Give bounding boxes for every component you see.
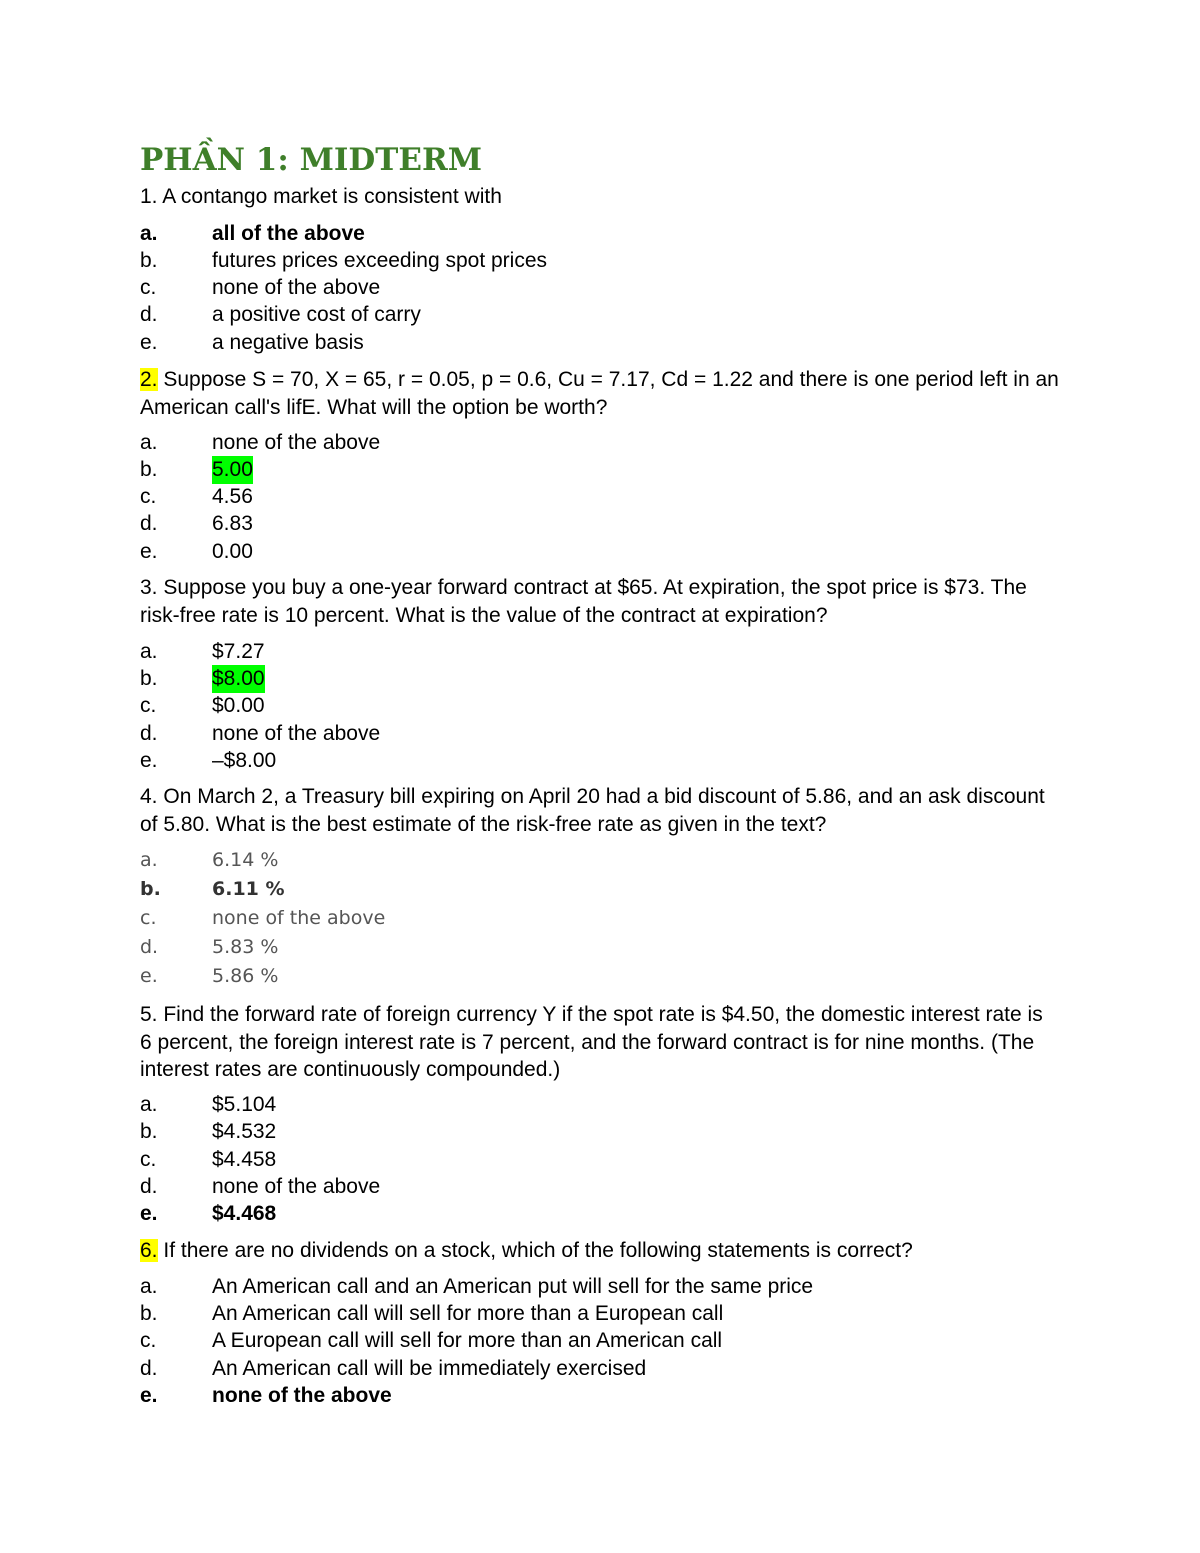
option-text: 5.00 bbox=[212, 456, 253, 484]
question-3 bbox=[140, 574, 1060, 629]
option-text: 6.14 % bbox=[212, 849, 279, 871]
option-5c bbox=[140, 1146, 1040, 1174]
option-2e bbox=[140, 538, 1040, 566]
question-1 bbox=[140, 183, 1060, 211]
option-letter: a. bbox=[140, 431, 158, 454]
option-4c bbox=[140, 904, 1040, 932]
option-5d bbox=[140, 1173, 1040, 1201]
option-text: –$8.00 bbox=[212, 749, 277, 772]
option-text: a positive cost of carry bbox=[212, 303, 421, 326]
option-text: $4.468 bbox=[212, 1202, 277, 1225]
option-text: futures prices exceeding spot prices bbox=[212, 249, 548, 272]
question-number: 2. bbox=[140, 368, 158, 391]
question-text: Suppose S = 70, X = 65, r = 0.05, p = 0.6, Cu = 7.17, Cd = 1.22 and there is one period left in an American call's lifE. What will the option be worth? bbox=[140, 368, 1059, 419]
option-letter: b. bbox=[140, 878, 161, 900]
question-4 bbox=[140, 783, 1060, 838]
question-2 bbox=[140, 366, 1060, 421]
question-text: Find the forward rate of foreign currency Y if the spot rate is $4.50, the domestic interest rate is 6 percent, the foreign interest rate is 7 percent, and the forward contract is for nine months. (The interest rates are continuously compounded.) bbox=[140, 1003, 1043, 1081]
question-5 bbox=[140, 1001, 1060, 1084]
option-1a bbox=[140, 220, 1040, 248]
question-number: 1. bbox=[140, 185, 158, 208]
option-letter: c. bbox=[140, 1329, 157, 1352]
option-letter: b. bbox=[140, 458, 158, 481]
question-number: 3. bbox=[140, 576, 158, 599]
option-text: none of the above bbox=[212, 431, 381, 454]
option-text: none of the above bbox=[212, 907, 386, 929]
option-4e bbox=[140, 962, 1040, 990]
option-letter: c. bbox=[140, 907, 157, 929]
option-text: 0.00 bbox=[212, 540, 253, 563]
option-letter: b. bbox=[140, 667, 158, 690]
option-letter: d. bbox=[140, 722, 158, 745]
option-letter: c. bbox=[140, 485, 157, 508]
option-letter: e. bbox=[140, 331, 158, 354]
option-1e bbox=[140, 329, 1040, 357]
question-text: Suppose you buy a one-year forward contract at $65. At expiration, the spot price is $73. The risk-free rate is 10 percent. What is the value of the contract at expiration? bbox=[140, 576, 1027, 627]
option-text: none of the above bbox=[212, 722, 381, 745]
option-text: none of the above bbox=[212, 276, 381, 299]
option-text: all of the above bbox=[212, 222, 365, 245]
option-text: $4.532 bbox=[212, 1120, 277, 1143]
option-2d bbox=[140, 510, 1040, 538]
option-1d bbox=[140, 301, 1040, 329]
option-text: none of the above bbox=[212, 1384, 392, 1407]
option-1c bbox=[140, 274, 1040, 302]
question-number: 6. bbox=[140, 1239, 158, 1262]
option-6d bbox=[140, 1355, 1040, 1383]
option-text: 6.83 bbox=[212, 512, 253, 535]
question-6 bbox=[140, 1237, 1060, 1265]
option-3e bbox=[140, 747, 1040, 775]
option-text: 5.86 % bbox=[212, 965, 279, 987]
option-1b bbox=[140, 247, 1040, 275]
option-text: $8.00 bbox=[212, 665, 265, 693]
option-letter: d. bbox=[140, 1175, 158, 1198]
option-4d bbox=[140, 933, 1040, 961]
option-text: An American call and an American put will sell for the same price bbox=[212, 1275, 814, 1298]
option-letter: d. bbox=[140, 1357, 158, 1380]
option-text: 5.83 % bbox=[212, 936, 279, 958]
option-letter: b. bbox=[140, 1302, 158, 1325]
page-title: PHẦN 1: MIDTERM bbox=[140, 142, 483, 178]
option-3c bbox=[140, 692, 1040, 720]
question-number: 5. bbox=[140, 1003, 158, 1026]
option-3a bbox=[140, 638, 1040, 666]
option-text: An American call will sell for more than a European call bbox=[212, 1302, 724, 1325]
option-letter: a. bbox=[140, 849, 158, 871]
option-6a bbox=[140, 1273, 1040, 1301]
option-4a bbox=[140, 846, 1040, 874]
option-letter: d. bbox=[140, 512, 158, 535]
option-2a bbox=[140, 429, 1040, 457]
option-text: $0.00 bbox=[212, 694, 265, 717]
option-letter: e. bbox=[140, 540, 158, 563]
option-4b bbox=[140, 875, 1040, 903]
option-letter: d. bbox=[140, 303, 158, 326]
option-text: $5.104 bbox=[212, 1093, 277, 1116]
option-text: An American call will be immediately exercised bbox=[212, 1357, 647, 1380]
option-letter: a. bbox=[140, 1275, 158, 1298]
option-letter: d. bbox=[140, 936, 159, 958]
option-3d bbox=[140, 720, 1040, 748]
option-6b bbox=[140, 1300, 1040, 1328]
option-letter: c. bbox=[140, 276, 157, 299]
option-letter: c. bbox=[140, 694, 157, 717]
option-text: 4.56 bbox=[212, 485, 253, 508]
option-letter: a. bbox=[140, 1093, 158, 1116]
option-letter: a. bbox=[140, 222, 158, 245]
option-letter: e. bbox=[140, 1384, 158, 1407]
question-text: On March 2, a Treasury bill expiring on April 20 had a bid discount of 5.86, and an ask discount of 5.80. What is the best estimate of the risk-free rate as given in the text? bbox=[140, 785, 1045, 836]
option-letter: b. bbox=[140, 249, 158, 272]
option-letter: b. bbox=[140, 1120, 158, 1143]
option-text: a negative basis bbox=[212, 331, 364, 354]
option-5b bbox=[140, 1118, 1040, 1146]
option-text: $4.458 bbox=[212, 1148, 277, 1171]
option-text: $7.27 bbox=[212, 640, 265, 663]
option-text: 6.11 % bbox=[212, 878, 285, 900]
option-6c bbox=[140, 1327, 1040, 1355]
option-text: A European call will sell for more than an American call bbox=[212, 1329, 723, 1352]
option-5e bbox=[140, 1200, 1040, 1228]
question-number: 4. bbox=[140, 785, 158, 808]
option-6e bbox=[140, 1382, 1040, 1410]
option-3b bbox=[140, 665, 1040, 693]
option-letter: a. bbox=[140, 640, 158, 663]
question-text: If there are no dividends on a stock, which of the following statements is correct? bbox=[163, 1239, 913, 1262]
option-letter: e. bbox=[140, 965, 158, 987]
option-5a bbox=[140, 1091, 1040, 1119]
option-2c bbox=[140, 483, 1040, 511]
option-letter: c. bbox=[140, 1148, 157, 1171]
option-text: none of the above bbox=[212, 1175, 381, 1198]
option-letter: e. bbox=[140, 749, 158, 772]
option-letter: e. bbox=[140, 1202, 158, 1225]
option-2b bbox=[140, 456, 1040, 484]
question-text: A contango market is consistent with bbox=[162, 185, 502, 208]
